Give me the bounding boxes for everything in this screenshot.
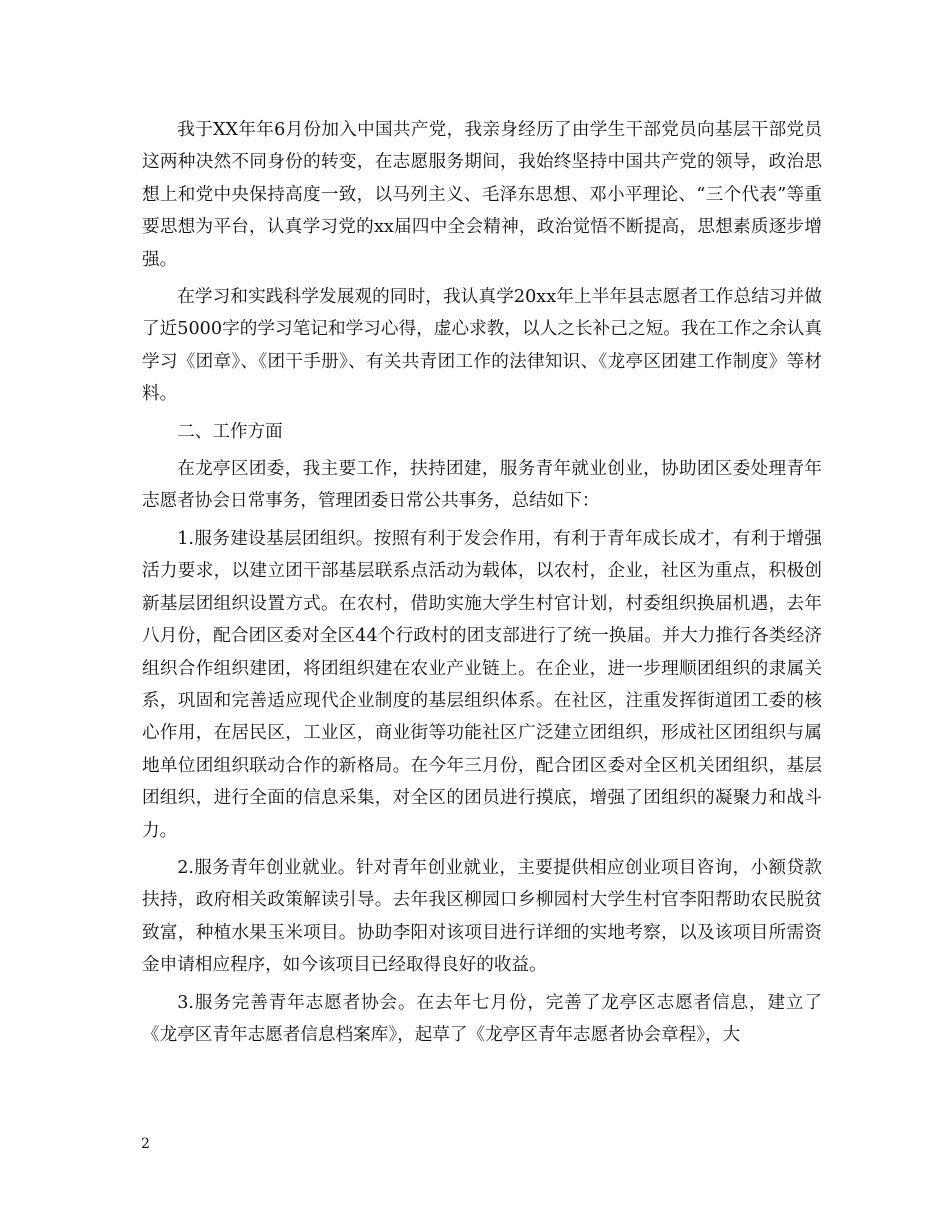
paragraph-item-3: 3.服务完善青年志愿者协会。在去年七月份，完善了龙亭区志愿者信息，建立了《龙亭区青年志愿者信息档案库》，起草了《龙亭区青年志愿者协会章程》，大: [142, 992, 822, 1045]
paragraph-party-membership: 我于XX年年6月份加入中国共产党，我亲身经历了由学生干部党员向基层干部党员这两种决然不同身份的转变，在志愿服务期间，我始终坚持中国共产党的领导，政治思想上和党中央保持高度一致，以马列主义、毛泽东思想、邓小平理论、“三个代表”等重要思想为平台，认真学习党的xx届四中全会精神，政治觉悟不断提高，思想素质逐步增强。: [142, 120, 822, 270]
paragraph-item-1: 1.服务建设基层团组织。按照有利于发会作用，有利于青年成长成才，有利于增强活力要求，以建立团干部基层联系点活动为载体，以农村，企业，社区为重点，积极创新基层团组织设置方式。在农村，借助实施大学生村官计划，村委组织换届机遇，去年八月份，配合团区委对全区44个行政村的团支部进行了统一换届。并大力推行各类经济组织合作组织建团，将团组织建在农业产业链上。在企业，进一步理顺团组织的隶属关系，巩固和完善适应现代企业制度的基层组织体系。在社区，注重发挥街道团工委的核心作用，在居民区，工业区，商业街等功能社区广泛建立团组织，形成社区团组织与属地单位团组织联动合作的新格局。在今年三月份，配合团区委对全区机关团组织，基层团组织，进行全面的信息采集，对全区的团员进行摸底，增强了团组织的凝聚力和战斗力。: [142, 528, 822, 841]
document-body: [142, 114, 822, 1056]
paragraph-work-intro: 在龙亭区团委，我主要工作，扶持团建，服务青年就业创业，协助团区委处理青年志愿者协会日常事务，管理团委日常公共事务，总结如下：: [142, 459, 822, 512]
section-heading-work: 二、工作方面: [177, 421, 283, 442]
paragraph-study: 在学习和实践科学发展观的同时，我认真学20xx年上半年县志愿者工作总结习并做了近5000字的学习笔记和学习心得，虚心求教，以人之长补己之短。我在工作之余认真学习《团章》、《团干手册》、有关共青团工作的法律知识、《龙亭区团建工作制度》等材料。: [142, 287, 822, 405]
paragraph-item-2: 2.服务青年创业就业。针对青年创业就业，主要提供相应创业项目咨询，小额贷款扶持，政府相关政策解读引导。去年我区柳园口乡柳园村大学生村官李阳帮助农民脱贫致富，种植水果玉米项目。协助李阳对该项目进行详细的实地考察，以及该项目所需资金申请相应程序，如今该项目已经取得良好的收益。: [142, 857, 822, 976]
page-number: 2: [141, 1136, 150, 1152]
